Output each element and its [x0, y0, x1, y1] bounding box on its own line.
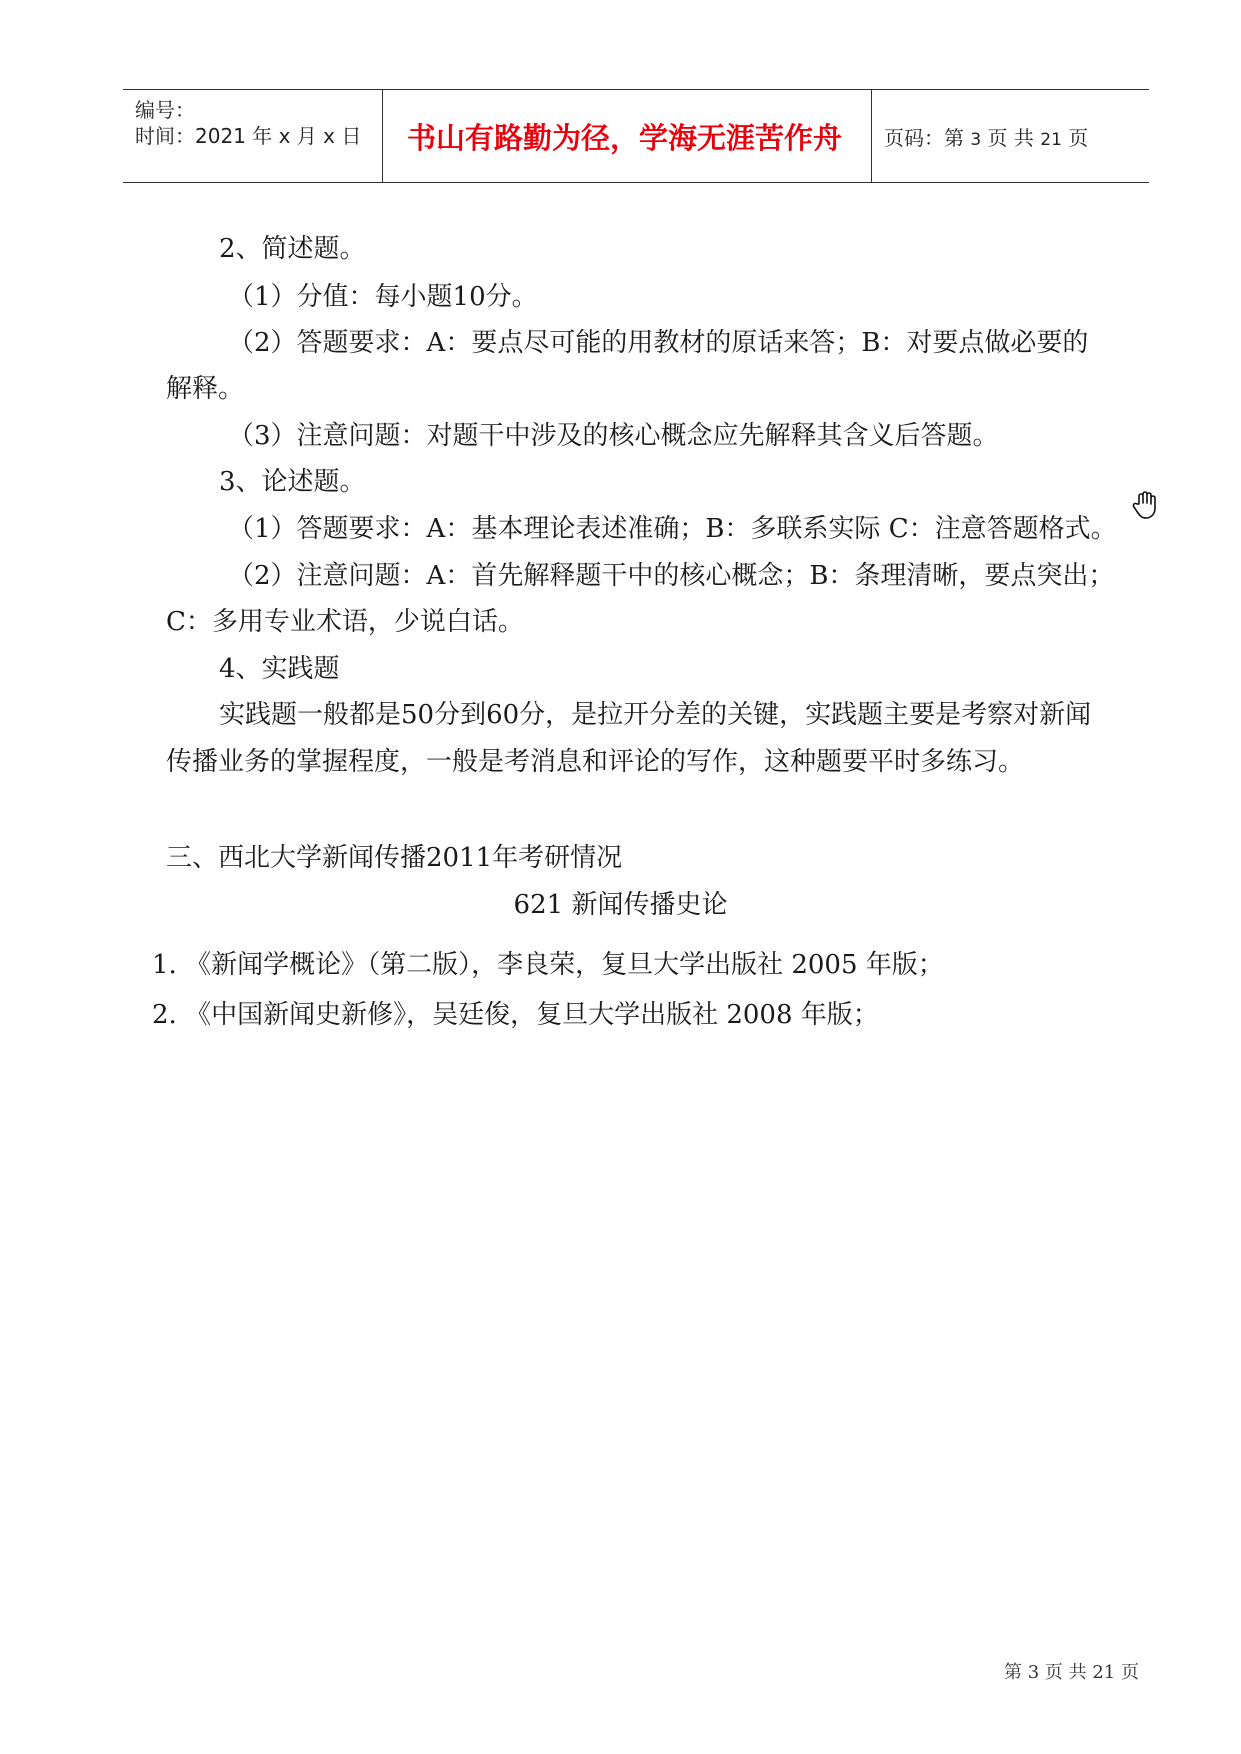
header-meta-cell	[123, 90, 383, 182]
page-footer: 第 3 页 共 21 页	[1004, 1662, 1139, 1683]
header-page-cell	[872, 90, 1149, 182]
section-3-item-1: （1）答题要求：A：基本理论表述准确；B：多联系实际 C：注意答题格式。	[228, 514, 1117, 544]
date-label: 时间：2021 年 x 月 x 日	[135, 124, 362, 148]
section-4-para-line-1: 实践题一般都是50分到60分，是拉开分差的关键，实践题主要是考察对新闻	[219, 700, 1092, 730]
header-page-number	[884, 122, 1088, 151]
section-3-title: 3、论述题。	[219, 467, 366, 497]
section-2-item-1: （1）分值：每小题10分。	[228, 282, 538, 312]
reference-item-2: 2. 《中国新闻史新修》，吴廷俊，复旦大学出版社 2008 年版；	[152, 1000, 879, 1030]
section-4-title: 4、实践题	[219, 654, 340, 684]
page-header	[123, 89, 1149, 183]
reference-item-1: 1. 《新闻学概论》（第二版），李良荣，复旦大学出版社 2005 年版；	[152, 950, 944, 980]
section-2-item-2-line-1: （2）答题要求：A：要点尽可能的用教材的原话来答；B：对要点做必要的	[228, 328, 1089, 358]
section-2-item-2-line-2: 解释。	[166, 374, 245, 404]
section-3-item-2-line-1: （2）注意问题：A：首先解释题干中的核心概念；B：条理清晰，要点突出；	[228, 561, 1115, 591]
header-motto-cell	[383, 90, 872, 182]
section-three-heading: 三、西北大学新闻传播2011年考研情况	[166, 843, 623, 873]
page-current: 3	[970, 130, 982, 150]
motto: 书山有路勤为径，学海无涯苦作舟	[407, 121, 843, 155]
page-total: 21	[1040, 130, 1062, 150]
page-prefix: 页码：第	[884, 126, 964, 150]
section-4-para-line-2: 传播业务的掌握程度，一般是考消息和评论的写作，这种题要平时多练习。	[166, 747, 1025, 777]
serial-label: 编号：	[135, 98, 195, 122]
hand-cursor-icon	[1130, 490, 1160, 520]
section-3-item-2-line-2: C：多用专业术语，少说白话。	[166, 607, 524, 637]
page-mid: 页 共	[987, 126, 1034, 150]
page-suffix: 页	[1068, 126, 1089, 150]
section-2-title: 2、简述题。	[219, 234, 366, 264]
course-title: 621 新闻传播史论	[513, 890, 728, 920]
section-2-item-3: （3）注意问题：对题干中涉及的核心概念应先解释其含义后答题。	[228, 421, 999, 451]
